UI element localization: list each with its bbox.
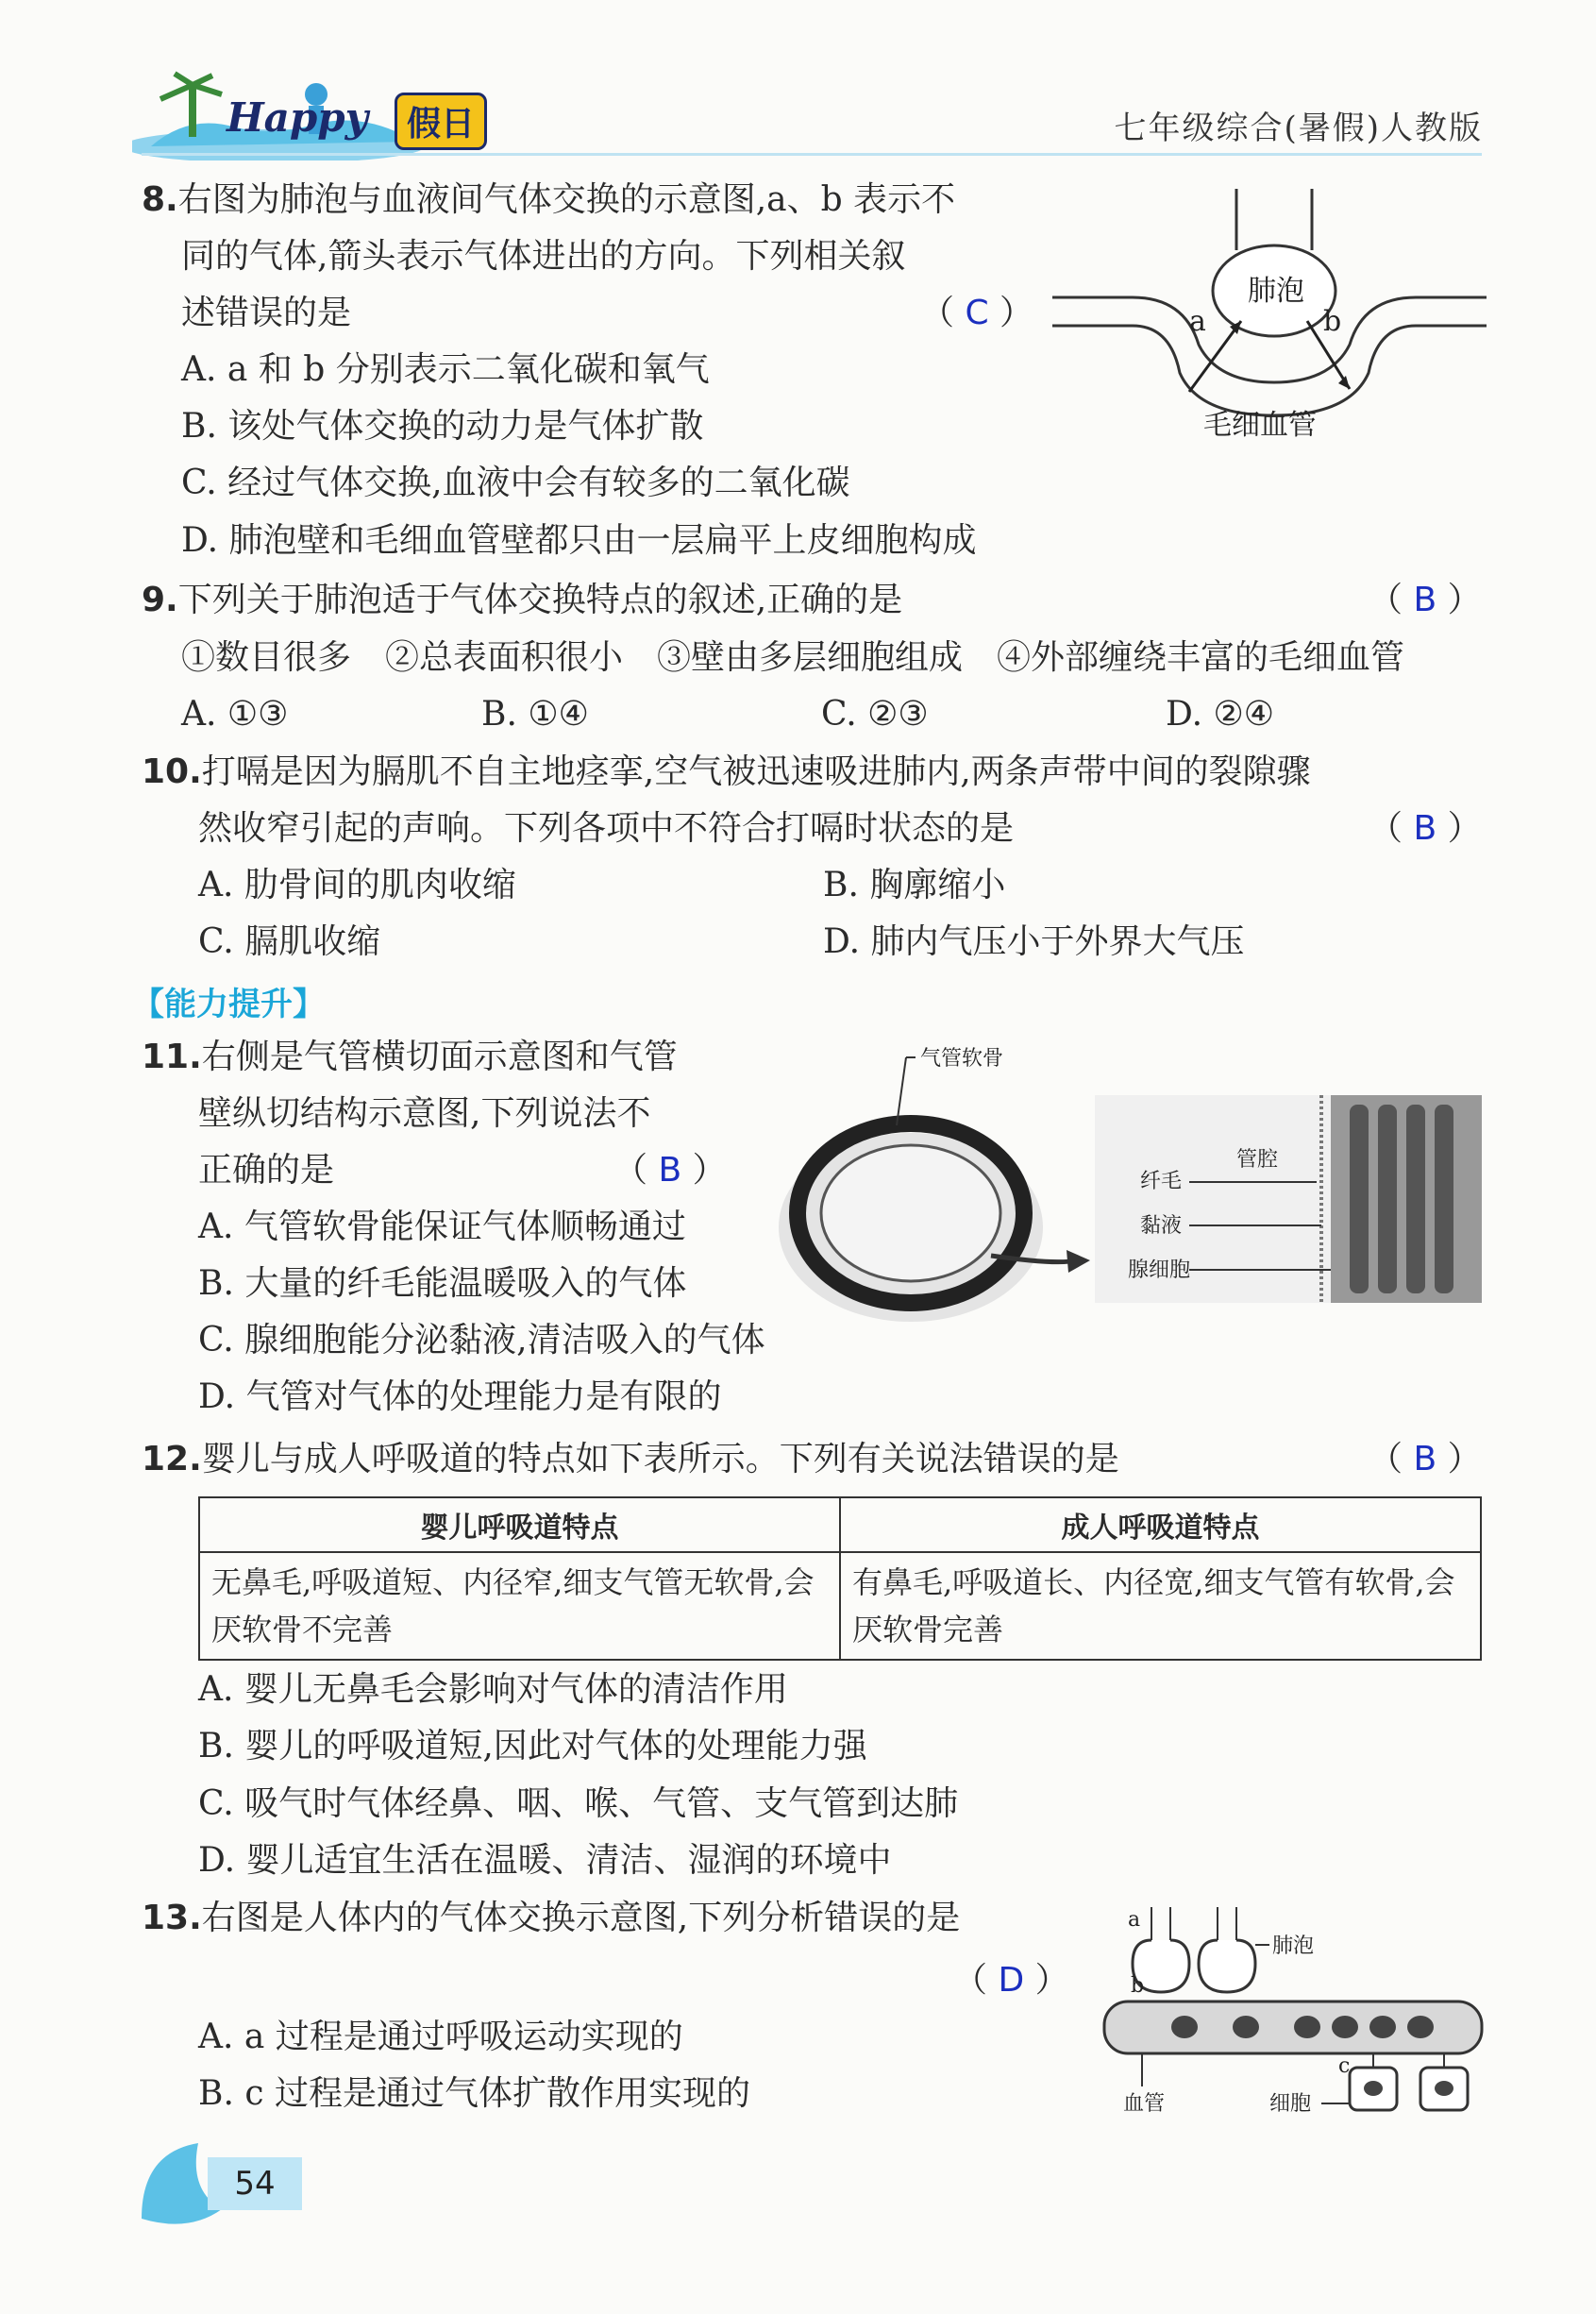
q13-stem-row <box>142 1890 960 1947</box>
q10-option-d: D. 肺内气压小于外界大气压 <box>823 922 1245 961</box>
header-divider <box>142 153 1482 156</box>
q13-answer-bracket: （ D ） <box>953 1961 1069 2000</box>
q11-number: 11. <box>142 1038 202 1076</box>
q12-answer: B <box>1413 1440 1437 1478</box>
q11-fig-label-lumen: 管腔 <box>1236 1148 1279 1172</box>
q9-stem: 下列关于肺泡适于气体交换特点的叙述,正确的是 <box>177 581 903 619</box>
q13-gas-exchange-diagram <box>1095 1898 1491 2124</box>
q13-stem: 右图是人体内的气体交换示意图,下列分析错误的是 <box>201 1899 961 1937</box>
q10-stem-line2: 然收窄引起的声响。下列各项中不符合打嗝时状态的是 <box>198 809 1015 848</box>
q11-fig-label-mucus: 黏液 <box>1140 1214 1183 1238</box>
q13-number: 13. <box>142 1899 202 1937</box>
q9-option-c: C. ②③ <box>821 695 929 734</box>
q9-option-b: B. ①④ <box>481 695 589 734</box>
q8-alveolus-diagram <box>1048 179 1491 444</box>
q12-number: 12. <box>142 1440 202 1478</box>
q9-option-d: D. ②④ <box>1166 695 1275 734</box>
q13-option-b: B. c 过程是通过气体扩散作用实现的 <box>198 2074 750 2113</box>
q11-fig-label-gland: 腺细胞 <box>1128 1258 1191 1282</box>
q10-line1-row <box>142 744 1311 801</box>
q13-fig-label-c: c <box>1338 2054 1351 2078</box>
q9-option-a: A. ①③ <box>181 695 289 734</box>
brand-logo-text: Happy <box>227 94 369 141</box>
q10-option-a: A. 肋骨间的肌肉收缩 <box>198 866 516 904</box>
q8-fig-label-capillary: 毛细血管 <box>1203 409 1317 442</box>
q11-option-b: B. 大量的纤毛能温暖吸入的气体 <box>198 1264 687 1303</box>
q13-fig-label-a: a <box>1128 1908 1141 1932</box>
q9-number: 9. <box>142 581 178 619</box>
q8-stem-line3: 述错误的是 <box>181 294 352 332</box>
table-cell-infant: 无鼻毛,呼吸道短、内径窄,细支气管无软骨,会厌软骨不完善 <box>199 1552 840 1660</box>
book-title: 七年级综合(暑假)人教版 <box>1114 110 1483 147</box>
q13-fig-label-b: b <box>1131 1974 1145 1998</box>
q13-fig-label-cell: 细胞 <box>1269 2092 1312 2116</box>
q12-option-d: D. 婴儿适宜生活在温暖、清洁、湿润的环境中 <box>198 1841 892 1880</box>
table-cell-adult: 有鼻毛,呼吸道长、内径宽,细支气管有软骨,会厌软骨完善 <box>840 1552 1481 1660</box>
q8-fig-label-a: a <box>1189 305 1206 338</box>
q13-option-a: A. a 过程是通过呼吸运动实现的 <box>198 2018 683 2056</box>
q8-option-c: C. 经过气体交换,血液中会有较多的二氧化碳 <box>181 464 850 502</box>
q8-number: 8. <box>142 180 178 219</box>
q8-option-d: D. 肺泡壁和毛细血管壁都只由一层扁平上皮细胞构成 <box>181 521 977 560</box>
q10-option-c: C. 膈肌收缩 <box>198 922 381 961</box>
q11-option-a: A. 气管软骨能保证气体顺畅通过 <box>198 1208 686 1246</box>
q8-answer-bracket: （ C ） <box>920 294 1034 332</box>
q13-fig-label-alveolus: 肺泡 <box>1272 1934 1315 1958</box>
q9-items: ①数目很多 ②总表面积很小 ③壁由多层细胞组成 ④外部缠绕丰富的毛细血管 <box>181 638 1405 677</box>
q11-option-d: D. 气管对气体的处理能力是有限的 <box>198 1377 722 1416</box>
q12-option-a: A. 婴儿无鼻毛会影响对气体的清洁作用 <box>198 1670 788 1709</box>
q9-stem-row <box>142 572 902 629</box>
q11-fig-label-cartilage: 气管软骨 <box>920 1047 1004 1071</box>
q11-stem-line3: 正确的是 <box>198 1151 335 1190</box>
q8-option-b: B. 该处气体交换的动力是气体扩散 <box>181 407 704 446</box>
q8-answer: C <box>965 294 989 332</box>
q11-answer: B <box>658 1151 682 1190</box>
q11-stem-line2: 壁纵切结构示意图,下列说法不 <box>198 1094 651 1133</box>
q13-fig-label-vessel: 血管 <box>1123 2092 1166 2116</box>
q10-answer: B <box>1413 809 1437 848</box>
brand-logo-badge: 假日 <box>395 93 487 150</box>
q10-answer-bracket: （ B ） <box>1369 809 1482 848</box>
q12-option-c: C. 吸气时气体经鼻、咽、喉、气管、支气管到达肺 <box>198 1784 959 1823</box>
q9-answer: B <box>1413 581 1437 619</box>
q10-stem-line1: 打嗝是因为膈肌不自主地痉挛,空气被迅速吸进肺内,两条声带中间的裂隙骤 <box>201 752 1311 791</box>
page-number: 54 <box>208 2157 302 2210</box>
q9-answer-bracket: （ B ） <box>1369 581 1482 619</box>
q8-fig-label-alveolus: 肺泡 <box>1248 275 1304 308</box>
q8-stem-line1: 右图为肺泡与血液间气体交换的示意图,a、b 表示不 <box>177 180 956 219</box>
q11-line1-row <box>142 1029 678 1086</box>
q8-option-a: A. a 和 b 分别表示二氧化碳和氧气 <box>181 350 710 389</box>
q8-fig-label-b: b <box>1323 305 1342 338</box>
q10-option-b: B. 胸廓缩小 <box>823 866 1006 904</box>
table-header-infant: 婴儿呼吸道特点 <box>199 1497 840 1552</box>
q12-stem-row <box>142 1431 1119 1488</box>
q12-stem: 婴儿与成人呼吸道的特点如下表所示。下列有关说法错误的是 <box>201 1440 1119 1478</box>
q11-fig-label-cilia: 纤毛 <box>1140 1170 1183 1193</box>
q11-option-c: C. 腺细胞能分泌黏液,清洁吸入的气体 <box>198 1321 765 1360</box>
table-row <box>199 1552 1481 1660</box>
q10-number: 10. <box>142 752 202 791</box>
q8-stem-line2: 同的气体,箭头表示气体进出的方向。下列相关叙 <box>181 237 906 276</box>
q11-answer-bracket: （ B ） <box>613 1151 727 1190</box>
q12-option-b: B. 婴儿的呼吸道短,因此对气体的处理能力强 <box>198 1727 867 1765</box>
q11-stem-line1: 右侧是气管横切面示意图和气管 <box>201 1038 678 1076</box>
q13-answer: D <box>998 1961 1025 2000</box>
table-header-adult: 成人呼吸道特点 <box>840 1497 1481 1552</box>
q8-line1 <box>142 172 955 228</box>
section-heading: 【能力提升】 <box>132 986 325 1023</box>
q11-trachea-diagram <box>746 1039 1482 1322</box>
q12-comparison-table <box>198 1496 1482 1661</box>
q12-answer-bracket: （ B ） <box>1369 1440 1482 1478</box>
